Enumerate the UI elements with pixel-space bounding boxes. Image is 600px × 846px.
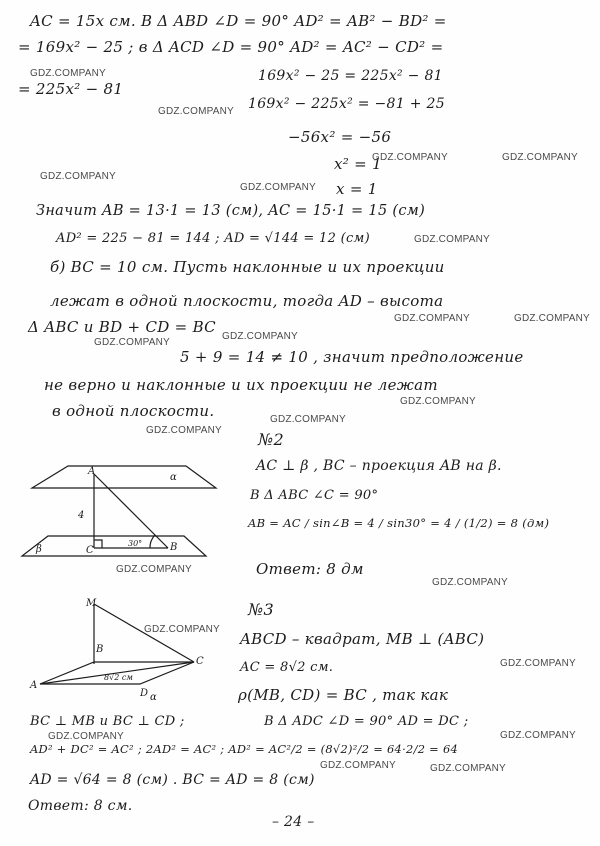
watermark: GDZ.COMPANY [40, 171, 116, 182]
watermark: GDZ.COMPANY [372, 152, 448, 163]
text-line: AC ⊥ β , BC – проекция AB на β. [256, 458, 502, 474]
watermark: GDZ.COMPANY [144, 624, 220, 635]
watermark: GDZ.COMPANY [270, 414, 346, 425]
text-line: AC = 15x см. В Δ ABD ∠D = 90° AD² = AB² − BD² = [30, 12, 447, 30]
watermark: GDZ.COMPANY [48, 731, 124, 742]
text-line: AD² + DC² = AC² ; 2AD² = AC² ; AD² = AC²/2 = (8√2)²/2 = 64·2/2 = 64 [30, 742, 459, 756]
label-alpha: α [170, 472, 177, 483]
watermark: GDZ.COMPANY [394, 313, 470, 324]
watermark: GDZ.COMPANY [502, 152, 578, 163]
figure-2-diagram [22, 466, 216, 556]
text-line: 169x² − 25 = 225x² − 81 [258, 68, 443, 84]
text-line: В Δ ADC ∠D = 90° AD = DC ; [264, 714, 469, 729]
plane-alpha [32, 466, 216, 488]
text-line: в одной плоскости. [52, 402, 215, 420]
label-b: B [96, 644, 104, 655]
text-line: б) BC = 10 см. Пусть наклонные и их проекции [50, 258, 445, 276]
text-line: Δ ABC и BD + CD = BC [28, 318, 216, 336]
plane-beta [22, 536, 206, 556]
label-a: A [88, 466, 96, 477]
watermark: GDZ.COMPANY [400, 396, 476, 407]
text-line: лежат в одной плоскости, тогда AD – высота [50, 292, 444, 310]
figure-3-diagram [40, 604, 194, 684]
section-number: №2 [258, 430, 284, 449]
answer-text: Ответ: 8 см. [28, 798, 133, 814]
text-line: BC ⊥ MB и BC ⊥ CD ; [30, 714, 185, 729]
watermark: GDZ.COMPANY [320, 760, 396, 771]
text-line: не верно и наклонные и их проекции не лежат [44, 376, 438, 394]
section-number: №3 [248, 600, 274, 619]
label-d: D [140, 688, 149, 699]
watermark: GDZ.COMPANY [158, 106, 234, 117]
text-line: В Δ ABC ∠C = 90° [250, 488, 379, 503]
watermark: GDZ.COMPANY [500, 730, 576, 741]
segment-ab [94, 474, 168, 548]
watermark: GDZ.COMPANY [240, 182, 316, 193]
text-line: Значит AB = 13·1 = 13 (см), AC = 15·1 = 15 (см) [36, 203, 426, 219]
watermark: GDZ.COMPANY [30, 68, 106, 79]
text-line: ABCD – квадрат, MB ⊥ (ABC) [240, 630, 485, 648]
label-angle: 30° [128, 539, 143, 548]
text-line: = 225x² − 81 [18, 80, 124, 98]
text-line: AD = √64 = 8 (см) . BC = AD = 8 (см) [30, 772, 315, 788]
watermark: GDZ.COMPANY [116, 564, 192, 575]
label-a: A [30, 680, 38, 691]
answer-text: Ответ: 8 дм [256, 560, 364, 578]
text-line: x = 1 [336, 180, 378, 198]
text-line: 5 + 9 = 14 ≠ 10 , значит предположение [180, 348, 524, 366]
watermark: GDZ.COMPANY [94, 337, 170, 348]
watermark: GDZ.COMPANY [432, 577, 508, 588]
label-m: M [86, 598, 97, 609]
label-b: B [170, 542, 178, 553]
text-line: AD² = 225 − 81 = 144 ; AD = √144 = 12 (см) [56, 231, 371, 246]
segment-mc [94, 604, 194, 662]
label-length-four: 4 [78, 510, 85, 521]
text-line: AC = 8√2 см. [240, 660, 334, 675]
watermark: GDZ.COMPANY [514, 313, 590, 324]
label-diagonal: 8√2 см [104, 673, 133, 682]
watermark: GDZ.COMPANY [146, 425, 222, 436]
watermark: GDZ.COMPANY [414, 234, 490, 245]
text-line: x² = 1 [334, 155, 382, 173]
label-beta: β [36, 544, 42, 555]
text-line: −56x² = −56 [288, 128, 392, 146]
text-line: 169x² − 225x² = −81 + 25 [248, 96, 445, 112]
watermark: GDZ.COMPANY [222, 331, 298, 342]
angle-arc [150, 535, 155, 548]
label-alpha: α [150, 692, 157, 703]
right-angle-mark [94, 540, 102, 548]
text-line: ρ(MB, CD) = BC , так как [238, 686, 449, 704]
label-c: C [86, 545, 94, 556]
watermark: GDZ.COMPANY [430, 763, 506, 774]
watermark: GDZ.COMPANY [500, 658, 576, 669]
label-c: C [196, 656, 204, 667]
page-number: – 24 – [272, 814, 315, 830]
text-line: AB = AC / sin∠B = 4 / sin30° = 4 / (1/2) = 8 (дм) [248, 516, 550, 530]
text-line: = 169x² − 25 ; в Δ ACD ∠D = 90° AD² = AC² − CD² = [18, 38, 444, 56]
